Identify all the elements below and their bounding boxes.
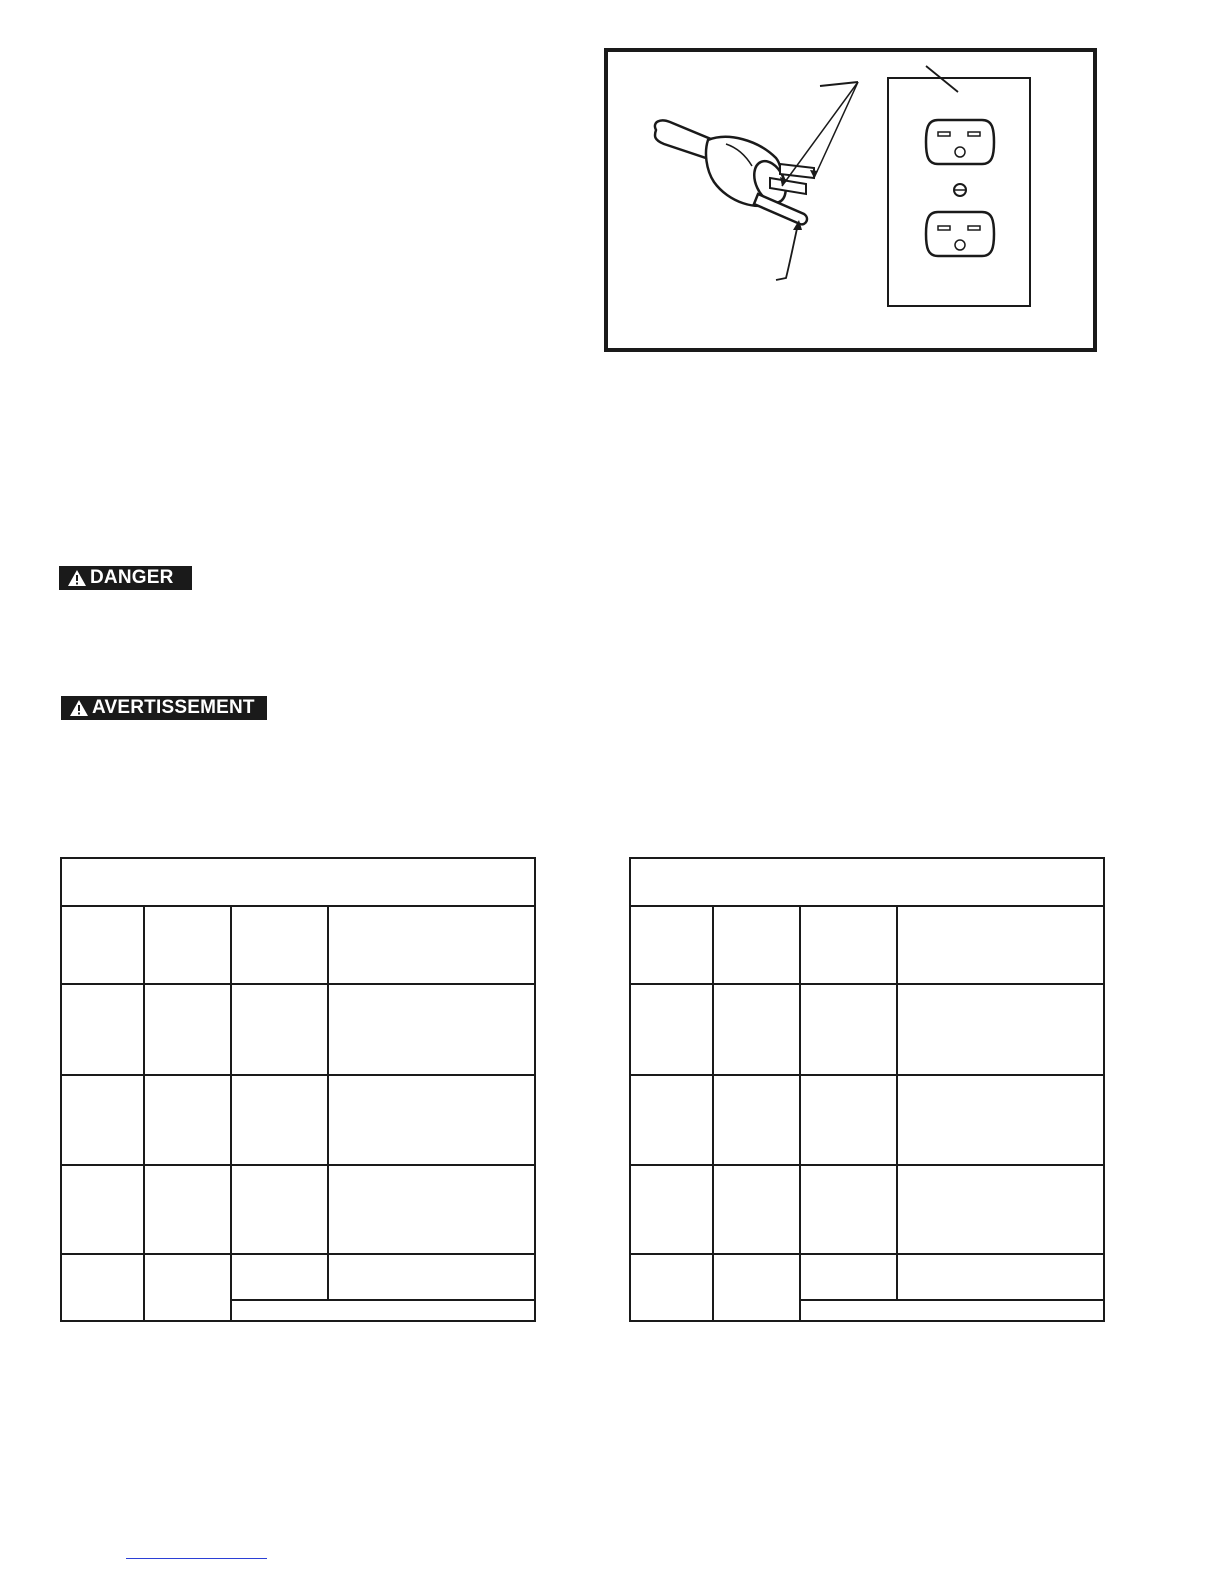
table-cell: [713, 1075, 800, 1165]
table-cell: [144, 906, 231, 984]
table-cell: [61, 1254, 144, 1321]
extension-cord-table-right: [629, 857, 1105, 1322]
table-cell: [630, 1165, 713, 1254]
table-cell: [800, 1075, 897, 1165]
table-cell: [328, 1075, 535, 1165]
table-cell: [328, 1165, 535, 1254]
table-cell: [630, 984, 713, 1075]
avertissement-text: AVERTISSEMENT: [92, 697, 255, 718]
table-cell: [713, 1254, 800, 1321]
table-cell: [630, 1075, 713, 1165]
table-cell: [713, 1165, 800, 1254]
table-header-cell: [630, 858, 1104, 906]
extension-cord-table-left: [60, 857, 536, 1322]
table-cell: [630, 906, 713, 984]
table-cell: [61, 906, 144, 984]
table-cell: [897, 1254, 1104, 1300]
table-header-cell: [61, 858, 535, 906]
table-cell: [800, 1165, 897, 1254]
table-cell: [328, 906, 535, 984]
table-cell: [231, 984, 328, 1075]
table-cell: [328, 1254, 535, 1300]
table-cell: [231, 1165, 328, 1254]
danger-text: DANGER: [90, 567, 174, 588]
table-cell: [328, 984, 535, 1075]
table-cell: [630, 1254, 713, 1321]
warning-triangle-icon: [69, 699, 89, 717]
table-cell: [61, 1075, 144, 1165]
warning-triangle-icon: [67, 569, 87, 587]
table-cell: [897, 906, 1104, 984]
table-cell: [144, 1254, 231, 1321]
table-cell: [713, 906, 800, 984]
table-cell: [231, 1300, 535, 1321]
table-cell: [231, 1075, 328, 1165]
link-underline[interactable]: [126, 1558, 267, 1559]
table-cell: [144, 984, 231, 1075]
table-cell: [231, 906, 328, 984]
plug-outlet-figure: [604, 48, 1097, 352]
table-cell: [61, 984, 144, 1075]
table-cell: [800, 1300, 1104, 1321]
table-cell: [61, 1165, 144, 1254]
danger-label: [59, 566, 192, 590]
plug-outlet-illustration: [608, 52, 1101, 356]
table-cell: [713, 984, 800, 1075]
table-cell: [800, 1254, 897, 1300]
table-cell: [897, 1165, 1104, 1254]
table-cell: [897, 1075, 1104, 1165]
table-cell: [800, 906, 897, 984]
table-cell: [897, 984, 1104, 1075]
table-cell: [144, 1165, 231, 1254]
table-cell: [231, 1254, 328, 1300]
avertissement-label: [61, 696, 267, 720]
table-cell: [800, 984, 897, 1075]
table-cell: [144, 1075, 231, 1165]
